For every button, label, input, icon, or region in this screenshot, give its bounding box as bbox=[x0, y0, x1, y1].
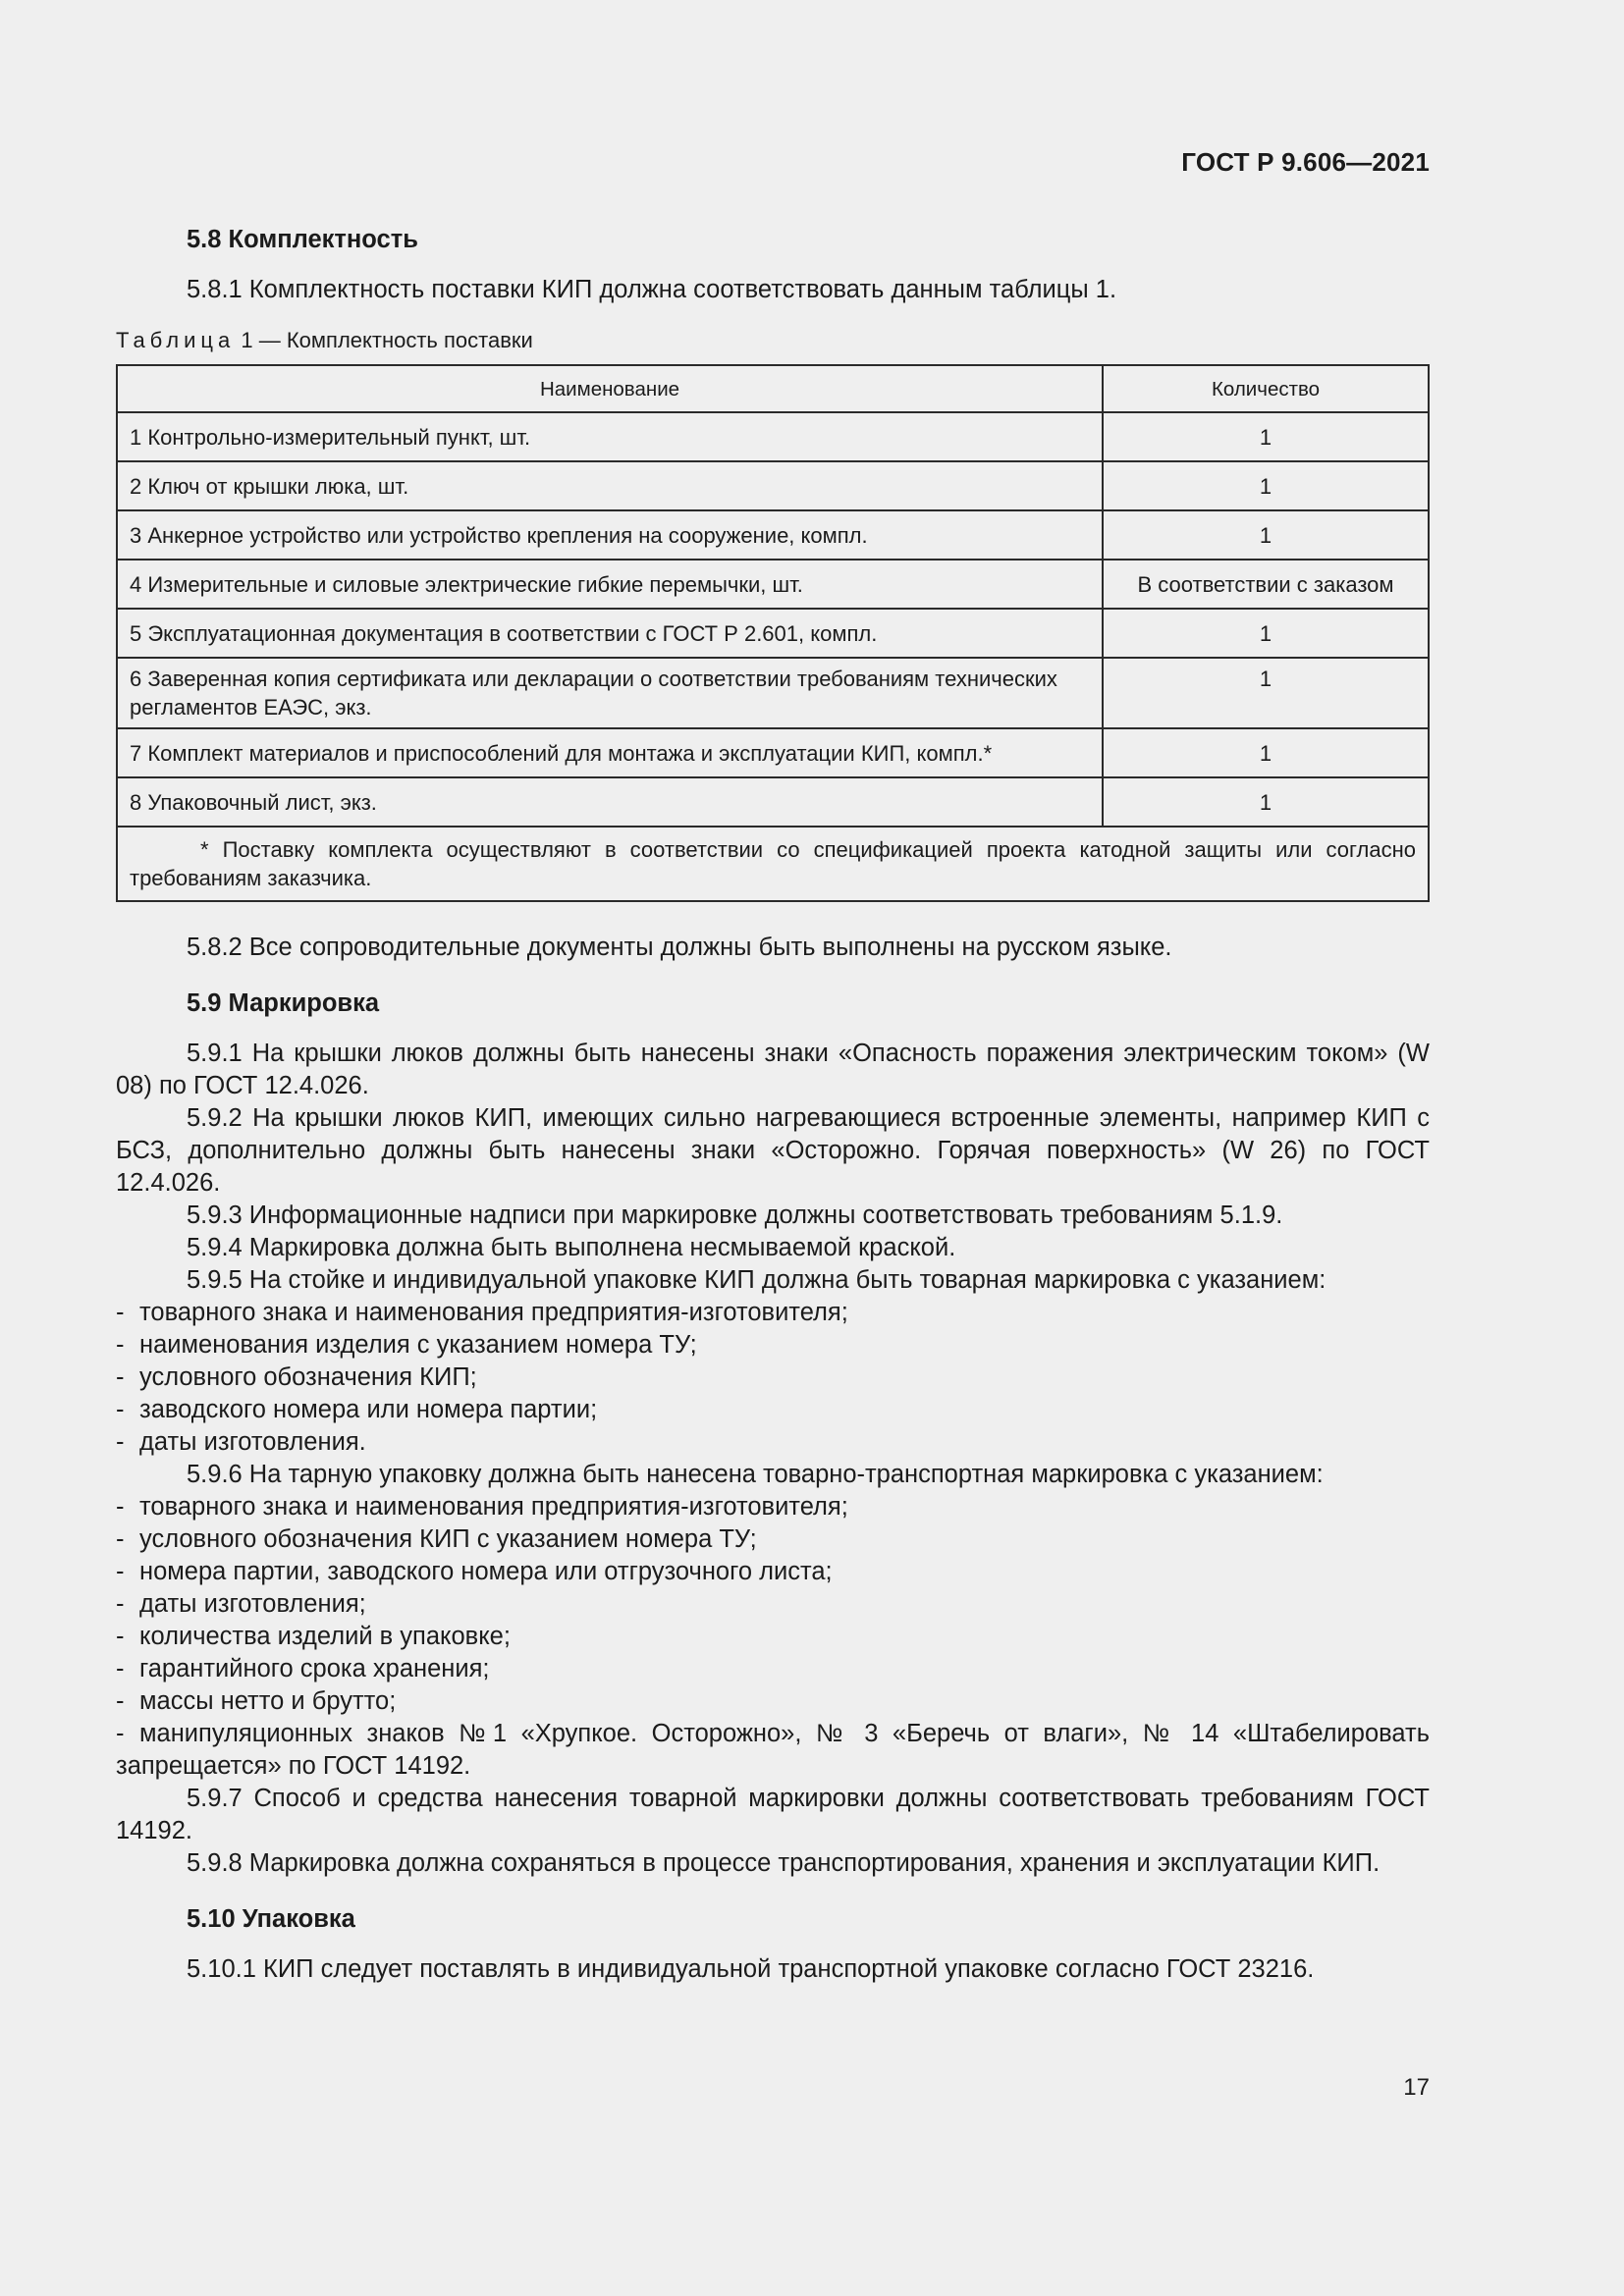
table-row bbox=[117, 609, 1429, 658]
header-name: Наименование bbox=[117, 365, 1103, 412]
row-quantity: 1 bbox=[1103, 609, 1429, 658]
paragraph-5-9-5: 5.9.5 На стойке и индивидуальной упаковке КИП должна быть товарная маркировка с указанием: bbox=[187, 1266, 1326, 1294]
paragraph-5-8-2: 5.8.2 Все сопроводительные документы должны быть выполнены на русском языке. bbox=[187, 934, 1172, 961]
row-quantity: 1 bbox=[1103, 461, 1429, 510]
row-quantity: 1 bbox=[1103, 777, 1429, 827]
list-item: - даты изготовления; bbox=[116, 1590, 366, 1618]
page-content bbox=[116, 224, 1430, 1986]
list-item: - номера партии, заводского номера или отгрузочного листа; bbox=[116, 1558, 833, 1585]
row-name: 8 Упаковочный лист, экз. bbox=[117, 777, 1103, 827]
section-title-5-8: 5.8 Комплектность bbox=[187, 226, 418, 253]
document-code: ГОСТ Р 9.606—2021 bbox=[1181, 147, 1430, 177]
row-name: 7 Комплект материалов и приспособлений для монтажа и эксплуатации КИП, компл.* bbox=[117, 728, 1103, 777]
list-item: - гарантийного срока хранения; bbox=[116, 1655, 490, 1682]
list-item: - наименования изделия с указанием номера ТУ; bbox=[116, 1331, 697, 1359]
paragraph-5-9-2: 5.9.2 На крышки люков КИП, имеющих сильно нагревающиеся встроенные элементы, например КИП с БСЗ, дополнительно должны быть нанесены знаки «Осторожно. Горячая поверхность» (W 26) по ГОСТ 12.4.026. bbox=[116, 1104, 1430, 1197]
list-item: - условного обозначения КИП; bbox=[116, 1363, 477, 1391]
paragraph-5-9-8: 5.9.8 Маркировка должна сохраняться в процессе транспортирования, хранения и эксплуатации КИП. bbox=[187, 1849, 1380, 1877]
table-row bbox=[117, 412, 1429, 461]
row-quantity: 1 bbox=[1103, 510, 1429, 560]
table-caption-label: Таблица bbox=[116, 328, 236, 352]
list-item: - товарного знака и наименования предприятия-изготовителя; bbox=[116, 1493, 848, 1521]
section-title-5-10: 5.10 Упаковка bbox=[187, 1905, 355, 1933]
row-quantity: 1 bbox=[1103, 728, 1429, 777]
completeness-table bbox=[116, 364, 1430, 902]
row-name: 1 Контрольно-измерительный пункт, шт. bbox=[117, 412, 1103, 461]
paragraph-5-9-7: 5.9.7 Способ и средства нанесения товарной маркировки должны соответствовать требованиям ГОСТ 14192. bbox=[116, 1785, 1430, 1844]
row-quantity: 1 bbox=[1103, 658, 1429, 728]
paragraph-5-9-3: 5.9.3 Информационные надписи при маркировке должны соответствовать требованиям 5.1.9. bbox=[187, 1201, 1283, 1229]
list-item: - даты изготовления. bbox=[116, 1428, 366, 1456]
table-header-row bbox=[117, 365, 1429, 412]
row-quantity: 1 bbox=[1103, 412, 1429, 461]
page-number: 17 bbox=[1403, 2074, 1430, 2101]
table-caption-text: 1 — Комплектность поставки bbox=[241, 328, 533, 352]
row-name: 5 Эксплуатационная документация в соответствии с ГОСТ Р 2.601, компл. bbox=[117, 609, 1103, 658]
paragraph-5-10-1: 5.10.1 КИП следует поставлять в индивидуальной транспортной упаковке согласно ГОСТ 23216. bbox=[187, 1955, 1315, 1983]
list-item: - массы нетто и брутто; bbox=[116, 1687, 397, 1715]
row-quantity: В соответствии с заказом bbox=[1103, 560, 1429, 609]
table-footnote: * Поставку комплекта осуществляют в соответствии со спецификацией проекта катодной защиты или согласно требованиям заказчика. bbox=[130, 837, 1416, 890]
table-row bbox=[117, 728, 1429, 777]
paragraph-5-9-4: 5.9.4 Маркировка должна быть выполнена несмываемой краской. bbox=[187, 1234, 956, 1261]
paragraph-5-8-1: 5.8.1 Комплектность поставки КИП должна соответствовать данным таблицы 1. bbox=[187, 276, 1117, 303]
table-row bbox=[117, 461, 1429, 510]
table-caption bbox=[116, 324, 1430, 356]
table-footnote-row bbox=[117, 827, 1429, 901]
header-quantity: Количество bbox=[1103, 365, 1429, 412]
list-item: - условного обозначения КИП с указанием номера ТУ; bbox=[116, 1525, 757, 1553]
table-footnote-cell bbox=[117, 827, 1429, 901]
row-name: 2 Ключ от крышки люка, шт. bbox=[117, 461, 1103, 510]
table-row bbox=[117, 658, 1429, 728]
list-item: - товарного знака и наименования предприятия-изготовителя; bbox=[116, 1299, 848, 1326]
row-name: 6 Заверенная копия сертификата или декларации о соответствии требованиям технических регламентов ЕАЭС, экз. bbox=[117, 658, 1103, 728]
list-item: - манипуляционных знаков №1 «Хрупкое. Осторожно», № 3 «Беречь от влаги», № 14 «Штабелировать запрещается» по ГОСТ 14192. bbox=[116, 1720, 1430, 1780]
list-item: - заводского номера или номера партии; bbox=[116, 1396, 598, 1423]
row-name: 3 Анкерное устройство или устройство крепления на сооружение, компл. bbox=[117, 510, 1103, 560]
table-row bbox=[117, 560, 1429, 609]
table-row bbox=[117, 777, 1429, 827]
table-row bbox=[117, 510, 1429, 560]
section-title-5-9: 5.9 Маркировка bbox=[187, 989, 380, 1017]
row-name: 4 Измерительные и силовые электрические гибкие перемычки, шт. bbox=[117, 560, 1103, 609]
paragraph-5-9-1: 5.9.1 На крышки люков должны быть нанесены знаки «Опасность поражения электрическим током» (W 08) по ГОСТ 12.4.026. bbox=[116, 1040, 1430, 1099]
list-item: - количества изделий в упаковке; bbox=[116, 1623, 511, 1650]
paragraph-5-9-6: 5.9.6 На тарную упаковку должна быть нанесена товарно-транспортная маркировка с указанием: bbox=[187, 1461, 1324, 1488]
